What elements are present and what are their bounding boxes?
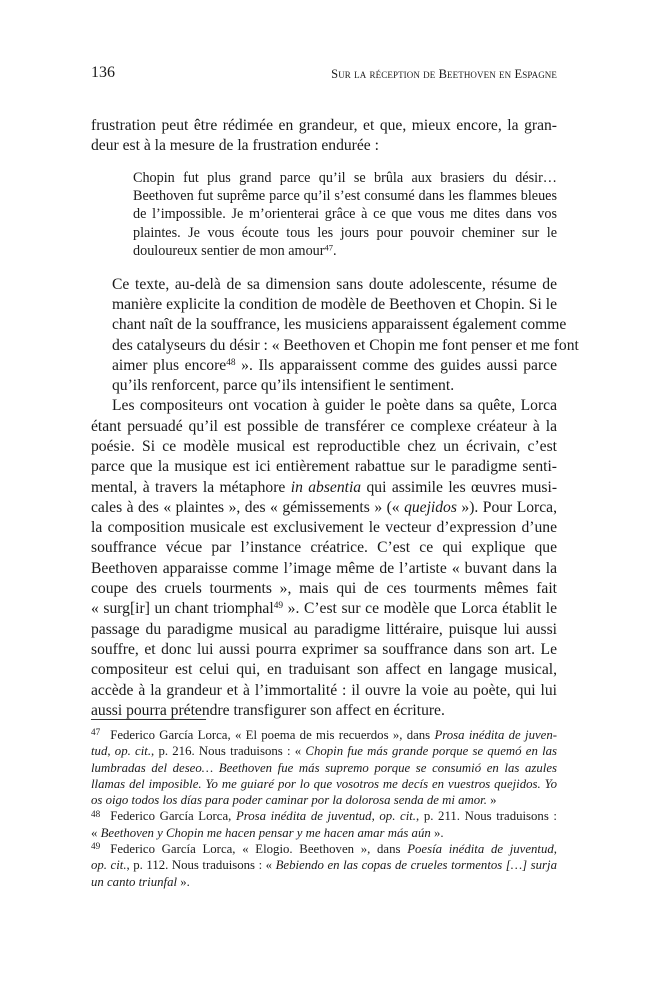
text-line: manière explicite la condition de modèle de Beethoven et Chopin. Si le xyxy=(112,295,557,313)
quote-line: Beethoven fut suprême parce qu’il s’est consumé dans les flammes bleues xyxy=(133,188,557,204)
text-run: qui assimile les œuvres musi- xyxy=(361,478,558,496)
quote-line: Chopin fut plus grand parce qu’il se brûla aux brasiers du désir… xyxy=(133,169,557,186)
italic-run: os oigo todos los días para poder caminar por la dolorosa senda de mi amor. xyxy=(91,793,487,808)
italic-run: llamas del imposible. Yo me guiaré por lo que vosotros me decís en vuestros quejidos. Yo xyxy=(91,776,557,791)
footnote-line xyxy=(91,874,557,890)
text-line: parce que la musique est ici entièrement rabattue sur le paradigme senti- xyxy=(91,458,557,476)
quote-line: plaintes. Je vous écoute tous les jours pour pouvoir cheminer sur le xyxy=(133,224,557,241)
text-run: mental, à travers la métaphore xyxy=(91,478,291,496)
text-line xyxy=(91,599,557,619)
footnote-line xyxy=(91,792,557,808)
text-line: aussi pourra prétendre transfigurer son affect en écriture. xyxy=(91,701,445,719)
text-run: »). Pour Lorca, xyxy=(456,498,557,516)
text-line: souffre, et donc lui aussi pourra exprimer sa souffrance dans son art. Le xyxy=(91,640,557,658)
italic-run: Chopin fue más grande porque se quemó en las xyxy=(305,744,558,759)
paragraph-2 xyxy=(91,396,557,721)
quote-line xyxy=(133,242,557,260)
footnote-ref-49[interactable]: 49 xyxy=(273,601,284,612)
text-run: cales à des « plaintes », des « gémissements » (« xyxy=(91,498,405,516)
footnote-48 xyxy=(91,808,557,841)
main-text xyxy=(91,116,579,721)
quote-line: de l’impossible. Je m’orienterai grâce à ce que vous me dites dans vos xyxy=(133,206,557,223)
italic-run: lumbradas del deseo… Beethoven fue más supremo porque se consumió en las azules xyxy=(91,760,557,775)
text-line: la composition musicale est exclusivement le vecteur d’expression d’une xyxy=(91,519,557,537)
footnote-line xyxy=(91,727,557,743)
italic-run: in absentia xyxy=(290,478,362,496)
text-line: Ce texte, au-delà de sa dimension sans doute adolescente, résume de xyxy=(112,275,557,293)
italic-run: op. cit. xyxy=(379,809,417,824)
text-line xyxy=(91,498,557,518)
text-run: » xyxy=(486,793,497,808)
footnote-number: 47 xyxy=(91,727,101,738)
text-line: poésie. Si ce modèle musical est reproductible chez un écrivain, c’est xyxy=(91,438,557,455)
text-run: Federico García Lorca, « Elogio. Beethoven », dans xyxy=(110,842,408,857)
text-run: ». Ils apparaissent comme des guides aussi parce xyxy=(235,356,558,374)
text-line: qu’ils renforcent, parce qu’ils intensifient le sentiment. xyxy=(112,377,455,395)
italic-run: Prosa inédita de juventud xyxy=(235,809,372,824)
text-line: étant persuadé qu’il est possible de transférer ce complexe créateur à la xyxy=(91,417,557,435)
text-line: souffrance vécue par l’instance créatrice. C’est ce qui explique que xyxy=(91,539,557,557)
text-run: « xyxy=(91,825,101,840)
italic-run: op. cit. xyxy=(114,744,152,759)
text-line: deur est à la mesure de la frustration endurée : xyxy=(91,137,379,155)
text-line: des catalyseurs du désir : « Beethoven et Chopin me font penser et me font xyxy=(112,336,579,354)
text-run: , xyxy=(371,809,380,824)
footnote-line xyxy=(91,743,557,759)
italic-run: Prosa inédita de juven- xyxy=(434,728,557,742)
text-line: Les compositeurs ont vocation à guider le poète dans sa quête, Lorca xyxy=(112,397,557,415)
text-run: Federico García Lorca, xyxy=(110,809,236,824)
italic-run: tud xyxy=(91,744,108,759)
text-line: Beethoven apparaisse comme l’image même de l’artiste « buvant dans la xyxy=(91,559,557,577)
text-line xyxy=(91,478,557,498)
footnote-49 xyxy=(91,841,557,890)
text-run: aimer plus encore xyxy=(112,356,227,374)
text-line: accède à la grandeur et à l’immortalité : il ouvre la voie au poète, qui lui xyxy=(91,681,557,699)
footnote-number: 49 xyxy=(91,841,101,852)
italic-run: Bebiendo en las copas de crueles tormentos […] surja xyxy=(275,858,557,873)
footnote-rule xyxy=(91,719,206,720)
italic-run: Poesía inédita de juventud xyxy=(407,842,554,857)
text-run: , xyxy=(107,744,115,759)
text-line: coupe des cruels tourments », mais qui de ces tourments mêmes fait xyxy=(91,580,557,598)
footnote-47 xyxy=(91,727,557,808)
text-run: , p. 216. Nous traduisons : « xyxy=(151,744,306,759)
footnote-line xyxy=(91,825,557,841)
text-line: chant naît de la souffrance, les musiciens apparaissent également comme xyxy=(112,316,567,334)
block-quote xyxy=(133,169,557,261)
footnote-line xyxy=(91,857,557,873)
text-run: , xyxy=(553,842,557,857)
text-run: , p. 112. Nous traduisons : « xyxy=(126,858,276,873)
text-line: passage du paradigme musical au paradigme littéraire, puisque lui aussi xyxy=(91,620,557,638)
quote-text: douloureux sentier de mon amour xyxy=(133,243,325,260)
text-run: , p. 211. Nous traduisons : xyxy=(416,809,557,824)
italic-run: un canto triunfal xyxy=(91,874,178,889)
text-run: « surg[ir] un chant triomphal xyxy=(91,600,274,618)
footnote-line xyxy=(91,760,557,776)
italic-run: Beethoven y Chopin me hacen pensar y me hacen amar más aún xyxy=(100,825,431,840)
quote-end: . xyxy=(332,243,337,260)
intro-paragraph xyxy=(91,116,557,157)
text-run: ». C’est sur ce modèle que Lorca établit le xyxy=(283,600,558,618)
page-number: 136 xyxy=(91,64,115,81)
footnote-line xyxy=(91,808,557,824)
italic-run: op. cit. xyxy=(91,858,127,873)
footnote-line xyxy=(91,776,557,792)
text-run: ». xyxy=(177,874,190,889)
footnotes xyxy=(91,727,557,890)
running-head: Sur la réception de Beethoven en Espagne xyxy=(331,67,557,81)
footnote-ref-47[interactable]: 47 xyxy=(324,242,333,253)
page-header xyxy=(91,63,557,85)
footnote-ref-48[interactable]: 48 xyxy=(226,357,236,368)
text-line xyxy=(91,356,557,376)
footnote-number: 48 xyxy=(91,808,101,819)
text-run: ». xyxy=(430,825,444,840)
italic-run: quejidos xyxy=(404,498,457,516)
text-line: frustration peut être rédimée en grandeur, et que, mieux encore, la gran- xyxy=(91,117,557,134)
footnote-line xyxy=(91,841,557,857)
paragraph-1 xyxy=(91,275,579,397)
text-run: Federico García Lorca, « El poema de mis recuerdos », dans xyxy=(110,728,435,742)
text-line: compositeur est celui qui, en traduisant son affect en langage musical, xyxy=(91,661,557,679)
